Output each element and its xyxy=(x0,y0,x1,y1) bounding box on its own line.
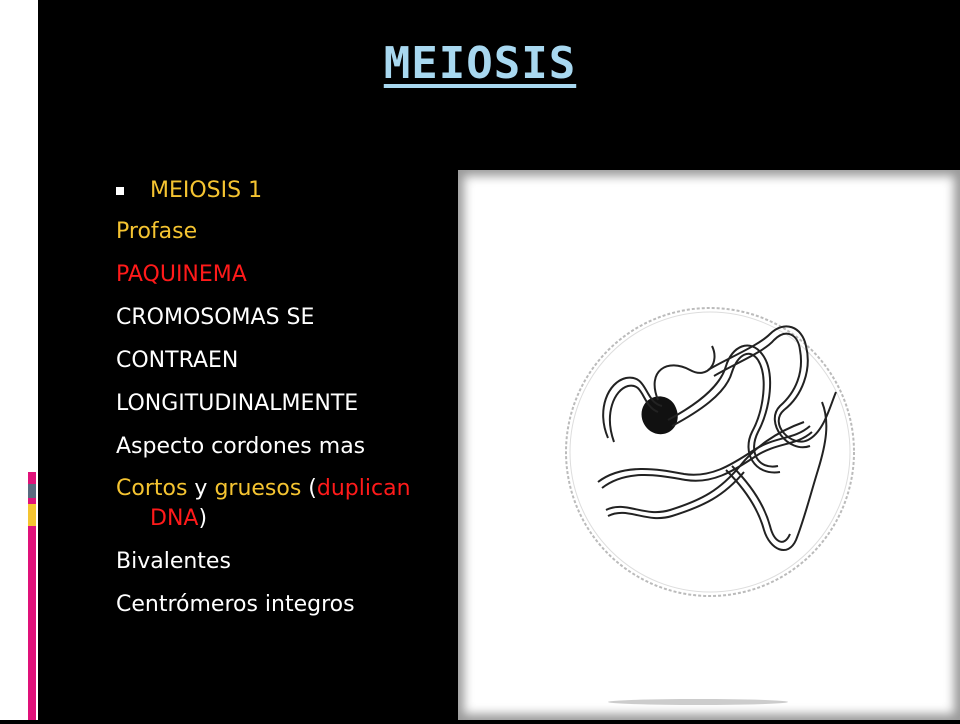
line-profase: Profase xyxy=(116,219,198,244)
line-longitudinal: LONGITUDINALMENTE xyxy=(116,391,359,416)
line-aspecto: Aspecto cordones mas xyxy=(116,434,366,459)
text-gruesos: gruesos xyxy=(214,476,302,501)
line-bivalentes: Bivalentes xyxy=(116,549,231,574)
line-centromeros: Centrómeros integros xyxy=(116,592,355,617)
pachytene-cell-image xyxy=(458,170,960,720)
cell-illustration xyxy=(458,170,960,720)
text-paren-close: ) xyxy=(198,506,208,531)
chromosome-strands xyxy=(598,326,836,550)
text-y: y xyxy=(187,476,215,501)
bullet-square-icon xyxy=(116,187,124,195)
deco-bar-slate xyxy=(28,484,36,498)
text-dna: DNA xyxy=(150,506,199,531)
bullet-text: MEIOSIS 1 xyxy=(150,178,263,203)
text-cortos: Cortos xyxy=(116,476,188,501)
bottom-shadow xyxy=(608,699,788,705)
cell-membrane xyxy=(566,308,854,596)
line-cortos-gruesos xyxy=(116,468,476,534)
deco-bar-yellow xyxy=(28,504,36,526)
line-paquinema: PAQUINEMA xyxy=(116,262,247,287)
text-duplican: duplican xyxy=(316,476,411,501)
line-contraen: CONTRAEN xyxy=(116,348,239,373)
text-paren-open: ( xyxy=(301,476,317,501)
slide-title: MEIOSIS xyxy=(383,38,577,89)
line-cromosomas: CROMOSOMAS SE xyxy=(116,305,315,330)
slide-content xyxy=(116,172,476,626)
bullet-item xyxy=(116,172,476,210)
